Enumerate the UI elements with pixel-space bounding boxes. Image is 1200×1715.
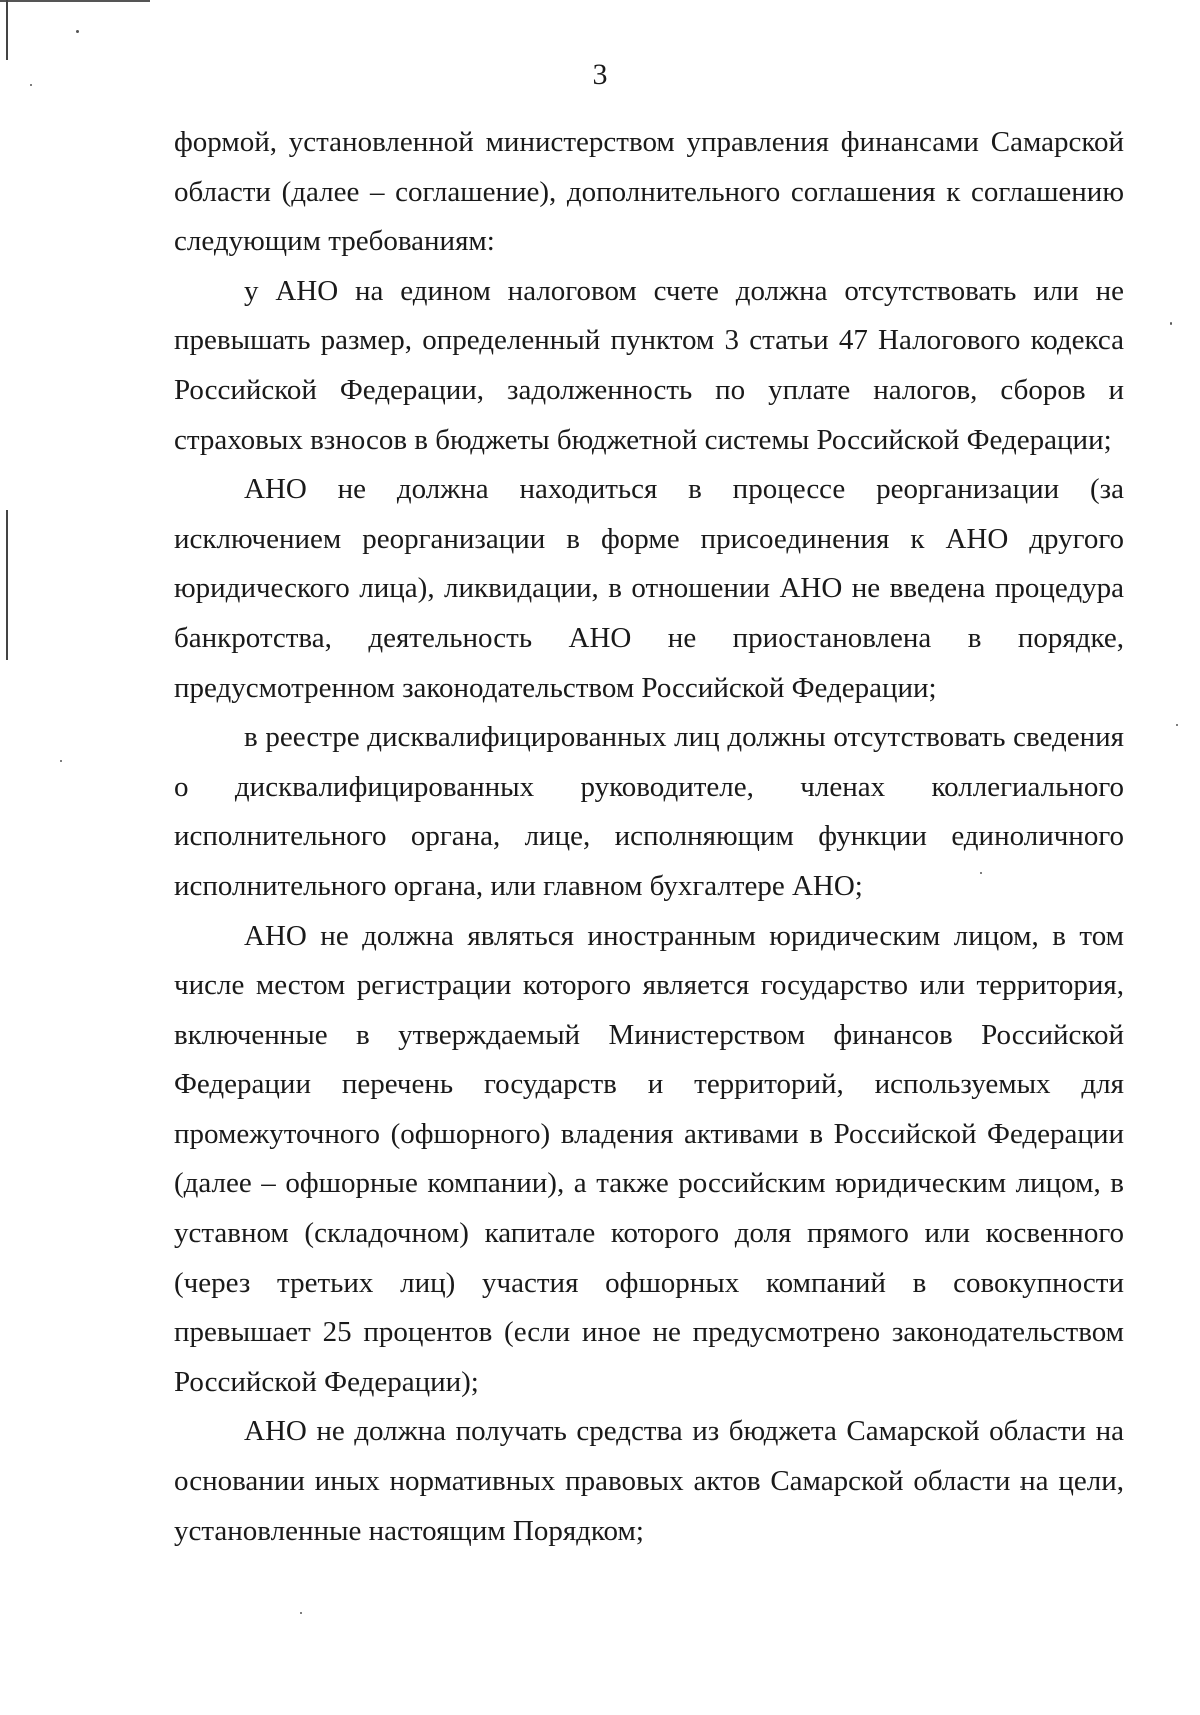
scan-speck <box>60 760 62 762</box>
page-number: 3 <box>592 58 608 91</box>
scan-speck <box>76 30 79 33</box>
paragraph: АНО не должна находиться в процессе реорганизации (за исключением реорганизации в форме присоединения к АНО другого юридического лица), ликвидации, в отношении АНО не введена процедура банкротства, деятельность АНО не приостановлена в порядке, предусмотренном законодательством Российской Федерации; <box>174 473 1124 704</box>
paragraph: АНО не должна получать средства из бюджета Самарской области на основании иных нормативных правовых актов Самарской области на цели, установленные настоящим Порядком; <box>174 1415 1124 1547</box>
scan-border-left-top <box>6 0 8 60</box>
scan-speck <box>1176 724 1178 726</box>
paragraph: формой, установленной министерством управления финансами Самарской области (далее – соглашение), дополнительного соглашения к соглашению следующим требованиям: <box>174 126 1124 258</box>
document-body <box>174 118 1124 1556</box>
scan-speck <box>1170 322 1172 325</box>
paragraph: у АНО на едином налоговом счете должна отсутствовать или не превышать размер, определенный пунктом 3 статьи 47 Налогового кодекса Российской Федерации, задолженность по уплате налогов, сборов и страховых взносов в бюджеты бюджетной системы Российской Федерации; <box>174 274 1124 456</box>
scan-border-top <box>0 0 150 2</box>
scan-speck <box>300 1612 302 1614</box>
scan-border-left-middle <box>6 510 8 660</box>
paragraph: в реестре дисквалифицированных лиц должны отсутствовать сведения о дисквалифицированных руководителе, членах коллегиального исполнительного органа, лице, исполняющим функции единоличного исполнительного органа, или главном бухгалтере АНО; <box>174 721 1124 902</box>
paragraph: АНО не должна являться иностранным юридическим лицом, в том числе местом регистрации которого является государство или территория, включенные в утверждаемый Министерством финансов Российской Федерации перечень государств и территорий, используемых для промежуточного (офшорного) владения активами в Российской Федерации (далее – офшорные компании), а также российским юридическим лицом, в уставном (складочном) капитале которого доля прямого или косвенного (через третьих лиц) участия офшорных компаний в совокупности превышает 25 процентов (если иное не предусмотрено законодательством Российской Федерации); <box>174 919 1124 1398</box>
